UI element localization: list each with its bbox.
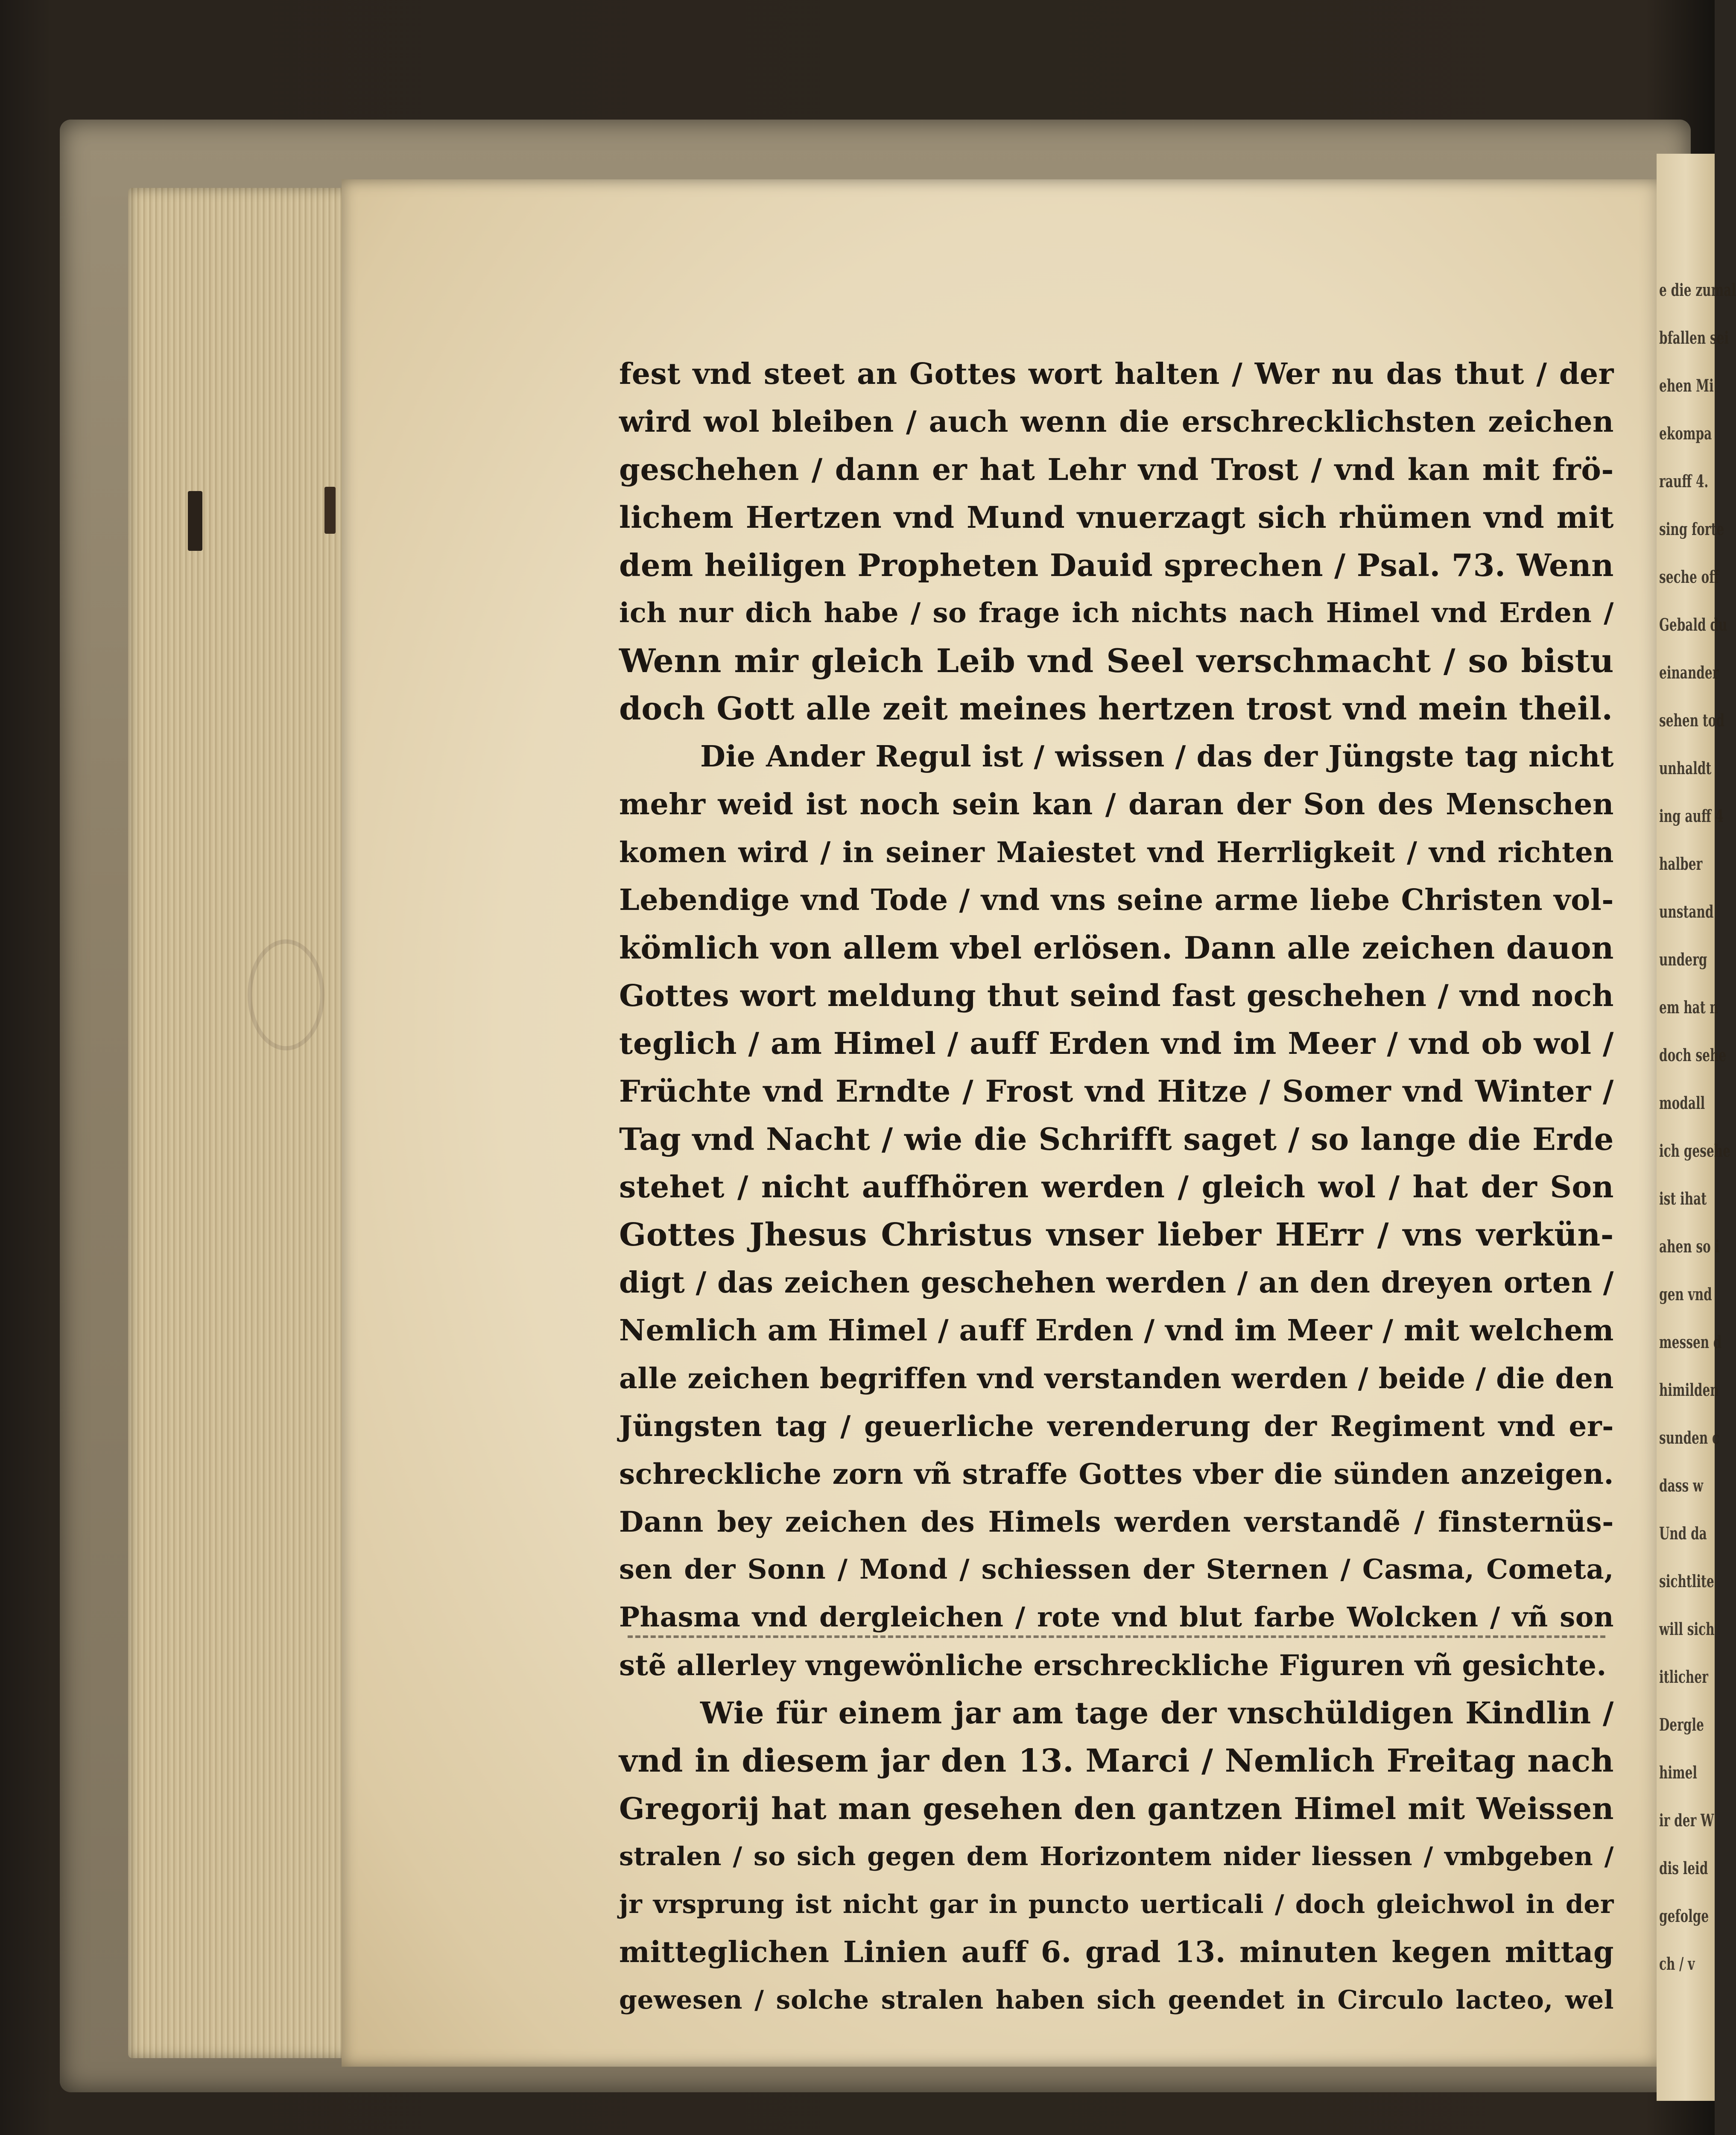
next-page-fragment: unhaldt (1659, 758, 1712, 778)
next-page-fragment: ir der W (1659, 1810, 1714, 1831)
next-page-fragment: sunden c (1659, 1428, 1720, 1448)
text-line: Gottes Jhesus Christus vnser lieber HErr / vns verkün- (619, 1217, 1614, 1253)
text-line: stẽ allerley vngewönliche erschreckliche Figuren vñ gesichte. (619, 1649, 1607, 1682)
next-page-fragment: bfallen sei (1659, 328, 1729, 348)
text-line: teglich / am Himel / auff Erden vnd im Meer / vnd ob wol / (619, 1026, 1614, 1061)
text-line: geschehen / dann er hat Lehr vnd Trost / vnd kan mit frö- (619, 452, 1614, 487)
next-page-fragment: ich gesehe (1659, 1141, 1730, 1161)
text-line: Jüngsten tag / geuerliche verenderung der Regiment vnd er- (619, 1410, 1614, 1443)
text-line: Die Ander Regul ist / wissen / das der Jüngste tag nicht (700, 740, 1614, 774)
text-line: Gottes wort meldung thut seind fast geschehen / vnd noch (619, 978, 1614, 1013)
next-page-fragment: dis leid (1659, 1858, 1708, 1878)
section-divider (628, 1635, 1605, 1638)
text-line: komen wird / in seiner Maiestet vnd Herrligkeit / vnd richten (619, 836, 1614, 869)
text-line: mehr weid ist noch sein kan / daran der Son des Menschen (619, 787, 1614, 822)
text-line: digt / das zeichen geschehen werden / an den dreyen orten / (619, 1266, 1614, 1300)
next-page-fragment: modall (1659, 1093, 1705, 1113)
text-line: Dann bey zeichen des Himels werden verstandẽ / finsternüs- (619, 1505, 1614, 1538)
text-line: Gregorij hat man gesehen den gantzen Himel mit Weissen (619, 1791, 1614, 1826)
text-line: Phasma vnd dergleichen / rote vnd blut farbe Wolcken / vñ son (619, 1601, 1614, 1633)
next-page-fragment: sichtlite (1659, 1571, 1714, 1591)
next-page-fragment: seche off (1659, 567, 1719, 587)
next-page-fragment: ehen Mi (1659, 376, 1714, 396)
clasp-tab-small (324, 487, 336, 534)
next-page-fragment: e die zumal (1659, 280, 1736, 300)
next-page-fragment: em hat n (1659, 997, 1718, 1018)
text-line: stralen / so sich gegen dem Horizontem nider liessen / vmbgeben / (619, 1842, 1614, 1872)
next-page-fragment: gen vnd (1659, 1284, 1712, 1304)
text-line: jr vrsprung ist nicht gar in puncto uerticali / doch gleichwol in der (619, 1889, 1614, 1919)
next-page-sliver (1657, 154, 1736, 2101)
text-line: sen der Sonn / Mond / schiessen der Sternen / Casma, Cometa, (619, 1553, 1614, 1585)
next-page-fragment: messen d (1659, 1332, 1722, 1352)
next-page-fragment: gefolge (1659, 1906, 1709, 1926)
next-page-fragment: einander (1659, 663, 1719, 683)
text-line: mitteglichen Linien auff 6. grad 13. minuten kegen mittag (619, 1935, 1614, 1969)
next-page-fragment: ch / v (1659, 1954, 1695, 1974)
next-page-fragment: sehen tod (1659, 711, 1725, 731)
next-page-fragment: Dergle (1659, 1715, 1704, 1735)
next-page-fragment: sing forte (1659, 519, 1724, 539)
text-block (619, 350, 1614, 2024)
text-line: fest vnd steet an Gottes wort halten / Wer nu das thut / der (619, 357, 1614, 391)
next-page-fragment: Gebald du (1659, 615, 1727, 635)
next-page-fragment: itlicher (1659, 1667, 1708, 1687)
next-page-fragment: halber (1659, 854, 1703, 874)
faded-stamp-mark (248, 939, 324, 1050)
next-page-fragment: ing auff 4 (1659, 806, 1724, 826)
next-page-fragment: doch sehe (1659, 1045, 1727, 1065)
text-line: Lebendige vnd Tode / vnd vns seine arme liebe Christen vol- (619, 883, 1614, 917)
text-line: ich nur dich habe / so frage ich nichts nach Himel vnd Erden / (619, 597, 1614, 629)
text-line: Wie für einem jar am tage der vnschüldigen Kindlin / (700, 1695, 1614, 1731)
text-line: alle zeichen begriffen vnd verstanden werden / beide / die den (619, 1362, 1614, 1395)
next-page-fragment: dass w (1659, 1476, 1704, 1496)
page-edges (128, 188, 350, 2058)
text-line: Tag vnd Nacht / wie die Schrifft saget / so lange die Erde (619, 1121, 1614, 1157)
clasp-tab (188, 491, 202, 551)
next-page-fragment: will sich (1659, 1619, 1715, 1639)
text-line: gewesen / solche stralen haben sich geendet in Circulo lacteo, wel (619, 1985, 1614, 2015)
text-line: vnd in diesem jar den 13. Marci / Nemlich Freitag nach (619, 1743, 1614, 1779)
next-page-fragment: ekompa (1659, 424, 1712, 444)
next-page-fragment: rauff 4. (1659, 471, 1709, 491)
next-page-fragment: unstand (1659, 902, 1714, 922)
text-line: wird wol bleiben / auch wenn die erschrecklichsten zeichen (619, 405, 1614, 439)
next-page-fragment: himilden (1659, 1380, 1719, 1400)
text-line: doch Gott alle zeit meines hertzen trost vnd mein theil. (619, 690, 1613, 727)
text-line: kömlich von allem vbel erlösen. Dann alle zeichen dauon (619, 930, 1614, 966)
text-line: Nemlich am Himel / auff Erden / vnd im Meer / mit welchem (619, 1313, 1614, 1348)
text-line: stehet / nicht auffhören werden / gleich wol / hat der Son (619, 1169, 1614, 1205)
text-line: schreckliche zorn vñ straffe Gottes vber die sünden anzeigen. (619, 1457, 1614, 1491)
next-page-fragment: himel (1659, 1763, 1698, 1783)
next-page-fragment: underg (1659, 950, 1707, 970)
next-page-fragment: ahen so i (1659, 1237, 1720, 1257)
text-line: Früchte vnd Erndte / Frost vnd Hitze / Somer vnd Winter / (619, 1073, 1614, 1109)
next-page-fragment: Und da (1659, 1524, 1707, 1544)
text-line: lichem Hertzen vnd Mund vnuerzagt sich rhümen vnd mit (619, 500, 1614, 535)
text-line: dem heiligen Propheten Dauid sprechen / Psal. 73. Wenn (619, 547, 1614, 583)
text-line: Wenn mir gleich Leib vnd Seel verschmacht / so bistu (619, 642, 1614, 680)
next-page-fragment: ist ihat (1659, 1189, 1707, 1209)
